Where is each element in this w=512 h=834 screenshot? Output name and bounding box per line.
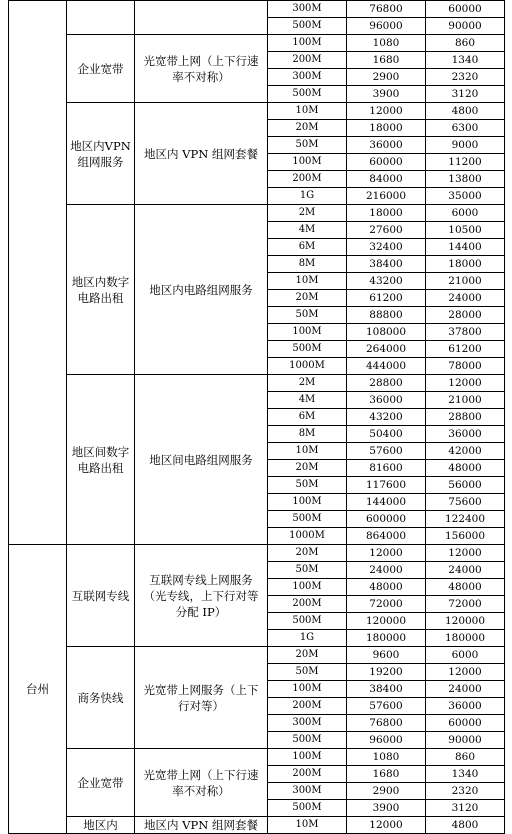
list-price-cell: 18000 <box>347 120 426 137</box>
service-description-cell: 地区内 VPN 组网套餐 <box>135 817 268 834</box>
list-price-cell: 117600 <box>347 477 426 494</box>
list-price-cell: 88800 <box>347 307 426 324</box>
bandwidth-cell: 300M <box>268 1 347 18</box>
discount-price-cell: 75600 <box>426 494 505 511</box>
list-price-cell: 96000 <box>347 732 426 749</box>
discount-price-cell: 12000 <box>426 664 505 681</box>
bandwidth-cell: 20M <box>268 120 347 137</box>
list-price-cell: 216000 <box>347 188 426 205</box>
discount-price-cell: 60000 <box>426 1 505 18</box>
bandwidth-cell: 200M <box>268 698 347 715</box>
discount-price-cell: 860 <box>426 35 505 52</box>
list-price-cell: 61200 <box>347 290 426 307</box>
bandwidth-cell: 50M <box>268 307 347 324</box>
bandwidth-cell: 100M <box>268 749 347 766</box>
discount-price-cell: 24000 <box>426 562 505 579</box>
category-name-cell <box>67 1 135 35</box>
discount-price-cell: 48000 <box>426 460 505 477</box>
list-price-cell: 81600 <box>347 460 426 477</box>
category-name-cell: 商务快线 <box>67 647 135 749</box>
discount-price-cell: 13800 <box>426 171 505 188</box>
list-price-cell: 43200 <box>347 273 426 290</box>
discount-price-cell: 24000 <box>426 290 505 307</box>
bandwidth-cell: 300M <box>268 715 347 732</box>
discount-price-cell: 18000 <box>426 256 505 273</box>
list-price-cell: 19200 <box>347 664 426 681</box>
bandwidth-cell: 20M <box>268 290 347 307</box>
service-description-cell <box>135 1 268 35</box>
list-price-cell: 57600 <box>347 443 426 460</box>
discount-price-cell: 24000 <box>426 681 505 698</box>
list-price-cell: 36000 <box>347 137 426 154</box>
list-price-cell: 76800 <box>347 715 426 732</box>
bandwidth-cell: 20M <box>268 647 347 664</box>
list-price-cell: 96000 <box>347 18 426 35</box>
list-price-cell: 60000 <box>347 154 426 171</box>
discount-price-cell: 21000 <box>426 273 505 290</box>
category-name-cell: 企业宽带 <box>67 749 135 817</box>
bandwidth-cell: 500M <box>268 732 347 749</box>
discount-price-cell: 37800 <box>426 324 505 341</box>
discount-price-cell: 156000 <box>426 528 505 545</box>
service-description-cell: 光宽带上网服务（上下行对等） <box>135 647 268 749</box>
bandwidth-cell: 100M <box>268 35 347 52</box>
list-price-cell: 24000 <box>347 562 426 579</box>
list-price-cell: 2900 <box>347 69 426 86</box>
list-price-cell: 180000 <box>347 630 426 647</box>
discount-price-cell: 3120 <box>426 800 505 817</box>
list-price-cell: 38400 <box>347 256 426 273</box>
discount-price-cell: 36000 <box>426 698 505 715</box>
list-price-cell: 1680 <box>347 52 426 69</box>
bandwidth-cell: 2M <box>268 205 347 222</box>
list-price-cell: 2900 <box>347 783 426 800</box>
bandwidth-cell: 200M <box>268 52 347 69</box>
table-row <box>9 103 505 120</box>
service-description-cell: 光宽带上网（上下行速率不对称） <box>135 749 268 817</box>
discount-price-cell: 122400 <box>426 511 505 528</box>
category-name-cell: 地区内数字电路出租 <box>67 205 135 375</box>
discount-price-cell: 61200 <box>426 341 505 358</box>
discount-price-cell: 21000 <box>426 392 505 409</box>
category-name-cell: 地区间数字电路出租 <box>67 375 135 545</box>
list-price-cell: 144000 <box>347 494 426 511</box>
bandwidth-cell: 10M <box>268 273 347 290</box>
list-price-cell: 864000 <box>347 528 426 545</box>
bandwidth-cell: 1G <box>268 630 347 647</box>
list-price-cell: 9600 <box>347 647 426 664</box>
bandwidth-cell: 500M <box>268 511 347 528</box>
bandwidth-cell: 6M <box>268 239 347 256</box>
discount-price-cell: 12000 <box>426 375 505 392</box>
list-price-cell: 3900 <box>347 800 426 817</box>
discount-price-cell: 42000 <box>426 443 505 460</box>
list-price-cell: 28800 <box>347 375 426 392</box>
discount-price-cell: 1340 <box>426 52 505 69</box>
service-description-cell: 光宽带上网（上下行速率不对称） <box>135 35 268 103</box>
bandwidth-cell: 300M <box>268 783 347 800</box>
discount-price-cell: 90000 <box>426 18 505 35</box>
bandwidth-cell: 200M <box>268 171 347 188</box>
bandwidth-cell: 50M <box>268 562 347 579</box>
table-row <box>9 817 505 834</box>
table-row <box>9 647 505 664</box>
bandwidth-cell: 8M <box>268 426 347 443</box>
bandwidth-cell: 500M <box>268 18 347 35</box>
list-price-cell: 27600 <box>347 222 426 239</box>
table-row <box>9 35 505 52</box>
discount-price-cell: 35000 <box>426 188 505 205</box>
region-cell: 台州 <box>9 545 67 834</box>
bandwidth-cell: 8M <box>268 256 347 273</box>
category-name-cell: 地区内 <box>67 817 135 834</box>
list-price-cell: 120000 <box>347 613 426 630</box>
bandwidth-cell: 20M <box>268 460 347 477</box>
list-price-cell: 12000 <box>347 545 426 562</box>
bandwidth-cell: 2M <box>268 375 347 392</box>
discount-price-cell: 10500 <box>426 222 505 239</box>
table-row <box>9 749 505 766</box>
table-row <box>9 1 505 18</box>
bandwidth-cell: 500M <box>268 86 347 103</box>
list-price-cell: 108000 <box>347 324 426 341</box>
list-price-cell: 32400 <box>347 239 426 256</box>
discount-price-cell: 56000 <box>426 477 505 494</box>
category-name-cell: 企业宽带 <box>67 35 135 103</box>
bandwidth-cell: 50M <box>268 137 347 154</box>
table-row <box>9 545 505 562</box>
table-row <box>9 205 505 222</box>
list-price-cell: 48000 <box>347 579 426 596</box>
discount-price-cell: 60000 <box>426 715 505 732</box>
discount-price-cell: 180000 <box>426 630 505 647</box>
service-description-cell: 互联网专线上网服务（光专线，上下行对等分配 IP） <box>135 545 268 647</box>
discount-price-cell: 12000 <box>426 545 505 562</box>
discount-price-cell: 78000 <box>426 358 505 375</box>
discount-price-cell: 3120 <box>426 86 505 103</box>
service-description-cell: 地区内 VPN 组网套餐 <box>135 103 268 205</box>
service-description-cell: 地区间电路组网服务 <box>135 375 268 545</box>
bandwidth-cell: 1000M <box>268 528 347 545</box>
table-row <box>9 375 505 392</box>
list-price-cell: 1080 <box>347 35 426 52</box>
bandwidth-cell: 200M <box>268 596 347 613</box>
discount-price-cell: 4800 <box>426 103 505 120</box>
discount-price-cell: 36000 <box>426 426 505 443</box>
bandwidth-cell: 500M <box>268 800 347 817</box>
list-price-cell: 50400 <box>347 426 426 443</box>
bandwidth-cell: 4M <box>268 222 347 239</box>
discount-price-cell: 1340 <box>426 766 505 783</box>
list-price-cell: 1680 <box>347 766 426 783</box>
discount-price-cell: 14400 <box>426 239 505 256</box>
bandwidth-cell: 1000M <box>268 358 347 375</box>
discount-price-cell: 9000 <box>426 137 505 154</box>
bandwidth-cell: 50M <box>268 664 347 681</box>
list-price-cell: 12000 <box>347 817 426 834</box>
bandwidth-cell: 4M <box>268 392 347 409</box>
discount-price-cell: 2320 <box>426 783 505 800</box>
discount-price-cell: 6000 <box>426 647 505 664</box>
discount-price-cell: 4800 <box>426 817 505 834</box>
list-price-cell: 84000 <box>347 171 426 188</box>
list-price-cell: 3900 <box>347 86 426 103</box>
list-price-cell: 1080 <box>347 749 426 766</box>
discount-price-cell: 2320 <box>426 69 505 86</box>
bandwidth-cell: 100M <box>268 579 347 596</box>
list-price-cell: 43200 <box>347 409 426 426</box>
discount-price-cell: 90000 <box>426 732 505 749</box>
list-price-cell: 38400 <box>347 681 426 698</box>
bandwidth-cell: 500M <box>268 613 347 630</box>
list-price-cell: 600000 <box>347 511 426 528</box>
list-price-cell: 76800 <box>347 1 426 18</box>
list-price-cell: 264000 <box>347 341 426 358</box>
discount-price-cell: 6000 <box>426 205 505 222</box>
list-price-cell: 18000 <box>347 205 426 222</box>
discount-price-cell: 28000 <box>426 307 505 324</box>
service-description-cell: 地区内电路组网服务 <box>135 205 268 375</box>
category-name-cell: 地区内VPN组网服务 <box>67 103 135 205</box>
bandwidth-cell: 100M <box>268 681 347 698</box>
bandwidth-cell: 10M <box>268 103 347 120</box>
discount-price-cell: 120000 <box>426 613 505 630</box>
bandwidth-cell: 1G <box>268 188 347 205</box>
discount-price-cell: 48000 <box>426 579 505 596</box>
bandwidth-cell: 200M <box>268 766 347 783</box>
list-price-cell: 12000 <box>347 103 426 120</box>
list-price-cell: 36000 <box>347 392 426 409</box>
bandwidth-cell: 100M <box>268 494 347 511</box>
bandwidth-cell: 500M <box>268 341 347 358</box>
bandwidth-cell: 50M <box>268 477 347 494</box>
bandwidth-cell: 100M <box>268 324 347 341</box>
list-price-cell: 72000 <box>347 596 426 613</box>
bandwidth-cell: 10M <box>268 817 347 834</box>
bandwidth-cell: 20M <box>268 545 347 562</box>
bandwidth-cell: 6M <box>268 409 347 426</box>
bandwidth-cell: 100M <box>268 154 347 171</box>
discount-price-cell: 11200 <box>426 154 505 171</box>
category-name-cell: 互联网专线 <box>67 545 135 647</box>
discount-price-cell: 72000 <box>426 596 505 613</box>
list-price-cell: 444000 <box>347 358 426 375</box>
discount-price-cell: 28800 <box>426 409 505 426</box>
discount-price-cell: 6300 <box>426 120 505 137</box>
region-cell <box>9 1 67 545</box>
tariff-table <box>8 0 505 834</box>
discount-price-cell: 860 <box>426 749 505 766</box>
list-price-cell: 57600 <box>347 698 426 715</box>
bandwidth-cell: 300M <box>268 69 347 86</box>
bandwidth-cell: 10M <box>268 443 347 460</box>
